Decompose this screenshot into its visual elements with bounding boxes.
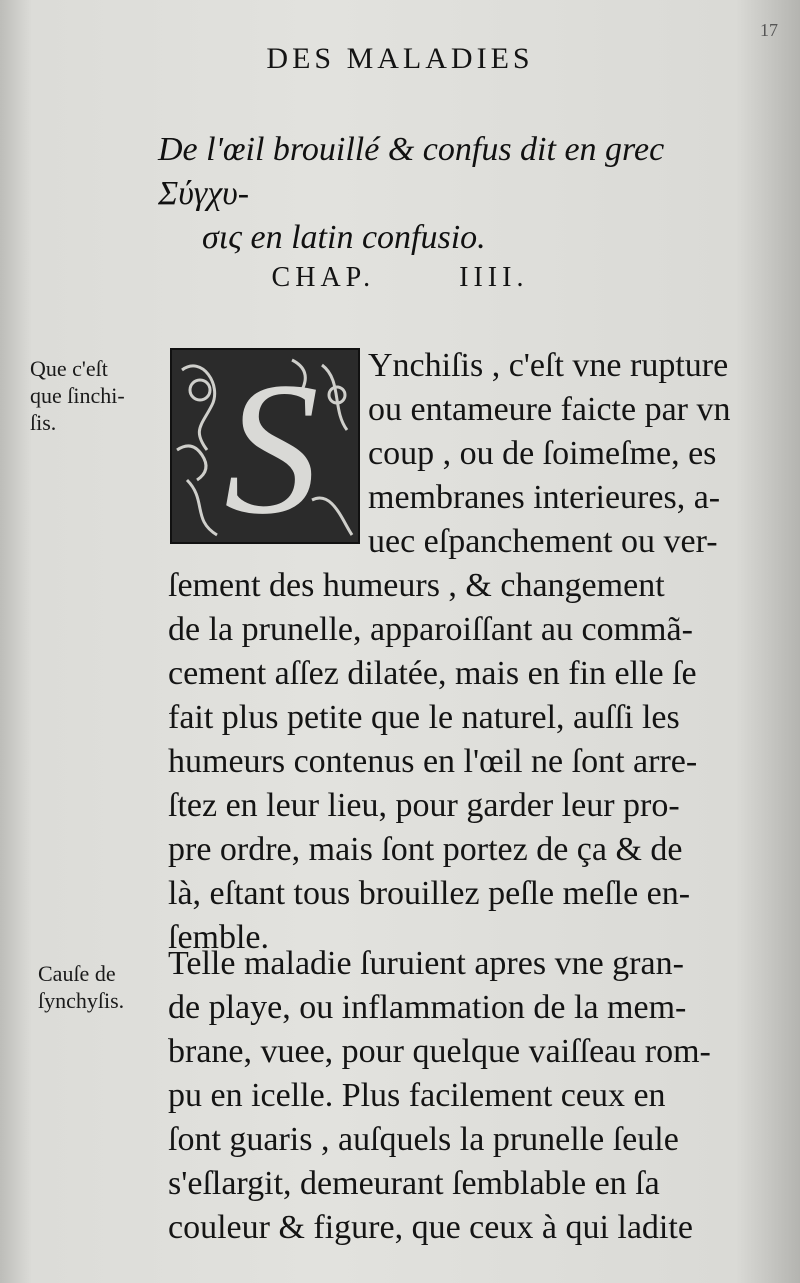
text-line: ſtez en leur lieu, pour garder leur pro- [168, 787, 680, 824]
paragraph-1-wrapped [168, 344, 776, 564]
text-line: humeurs contenus en l'œil ne ſont arre- [168, 743, 698, 780]
text-line: membranes interieures, a- [368, 479, 721, 516]
text-line: brane, vuee, pour quelque vaiſſeau rom- [168, 1033, 711, 1070]
running-head: DES MALADIES [266, 42, 534, 75]
text-line: s'eſlargit, demeurant ſemblable en ſa [168, 1165, 660, 1202]
margin-note-cause [38, 960, 124, 1014]
chapter-number: IIII. [459, 262, 529, 293]
margin-note-definition [30, 355, 125, 436]
subtitle-line-1: De l'œil brouillé & confus dit en grec Σύγχυ- [158, 131, 665, 212]
text-line: de la prunelle, apparoiſſant au commã- [168, 611, 693, 648]
text-line: ſemble. [168, 919, 270, 956]
text-line: cement aſſez dilatée, mais en fin elle ſe [168, 655, 697, 692]
text-line: pu en icelle. Plus facilement ceux en [168, 1077, 666, 1114]
subtitle-line-2: σις en latin confusio. [202, 219, 486, 256]
page-number: 17 [760, 20, 778, 40]
text-line: couleur & figure, que ceux à qui ladite [168, 1209, 693, 1246]
margin-note-line: Que c'eſt [30, 356, 108, 381]
text-line: coup , ou de ſoimeſme, es [368, 435, 717, 472]
text-line: là, eſtant tous brouillez peſle meſle en- [168, 875, 691, 912]
chapter-subtitle [158, 128, 758, 260]
text-line: uec eſpanchement ou ver- [368, 523, 718, 560]
text-line: Ynchiſis , c'eſt vne rupture [368, 347, 729, 384]
text-line: de playe, ou inflammation de la mem- [168, 989, 687, 1026]
text-line: fait plus petite que le naturel, auſſi les [168, 699, 680, 736]
margin-note-line: ſynchyſis. [38, 988, 125, 1013]
chapter-heading [0, 262, 800, 294]
margin-note-line: Cauſe de [38, 961, 116, 986]
initial-letter: S [224, 344, 319, 554]
chapter-label: CHAP. [271, 262, 376, 293]
paragraph-2 [168, 942, 776, 1250]
margin-note-line: ſis. [30, 410, 57, 435]
margin-note-line: que ſinchi- [30, 383, 125, 408]
text-line: ſont guaris , auſquels la prunelle ſeule [168, 1121, 679, 1158]
text-line: ou entameure faicte par vn [368, 391, 731, 428]
text-line: Telle maladie ſuruient apres vne gran- [168, 945, 684, 982]
paragraph-1-continued [168, 564, 776, 960]
text-line: ſement des humeurs , & changement [168, 567, 665, 604]
text-line: pre ordre, mais ſont portez de ça & de [168, 831, 683, 868]
